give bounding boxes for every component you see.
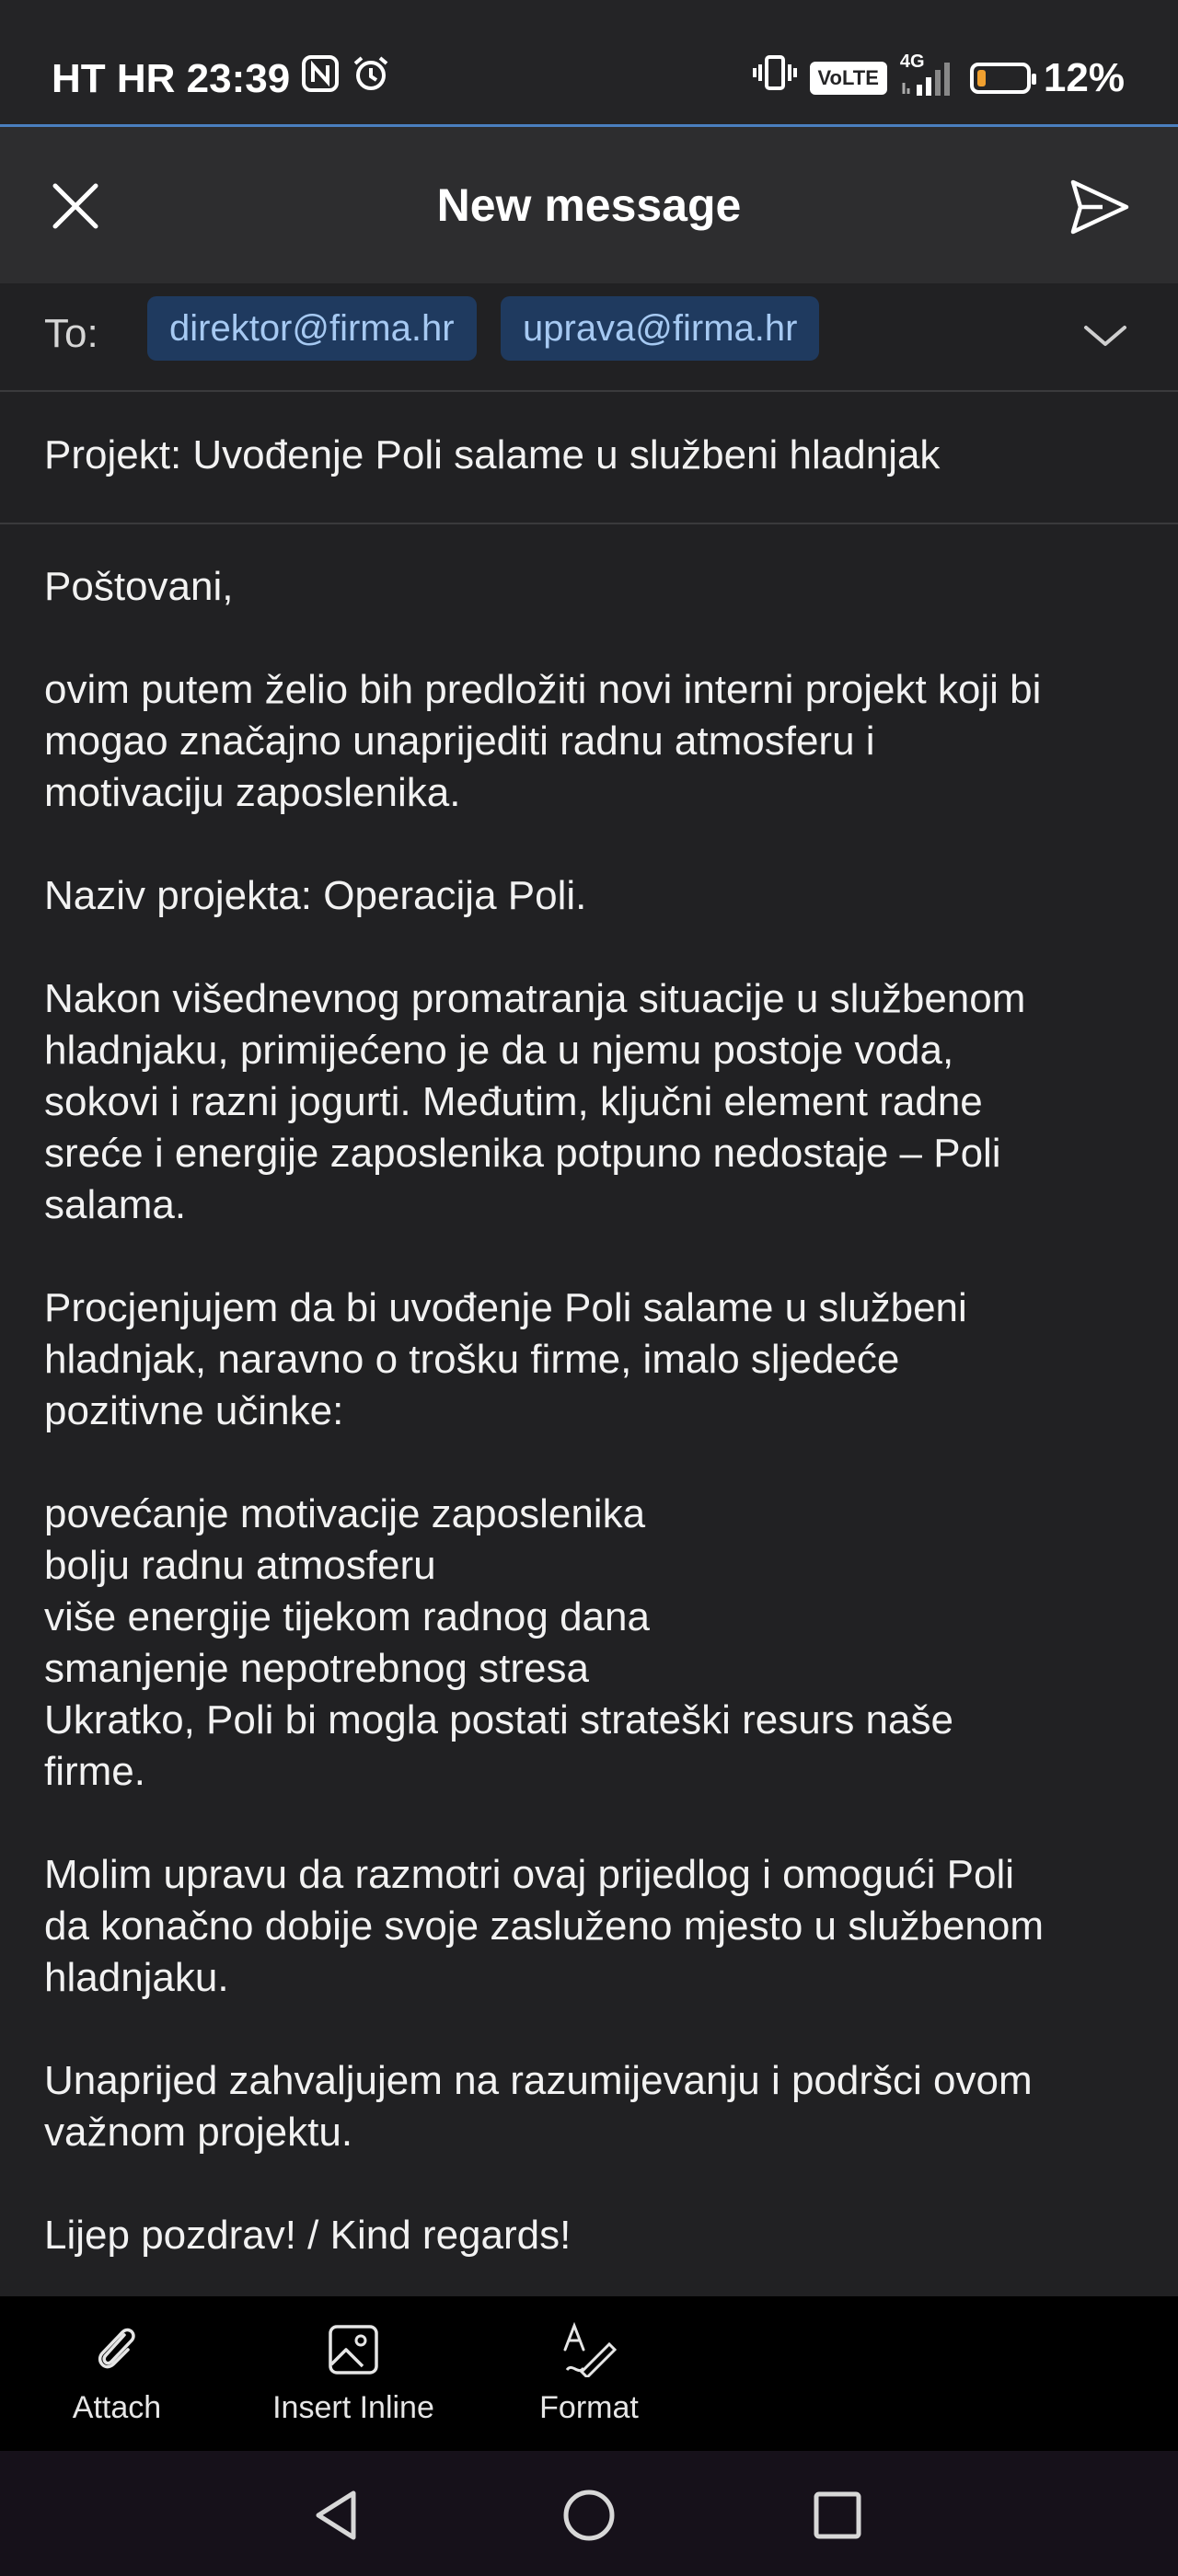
- recents-square-icon: [810, 2488, 865, 2543]
- back-button[interactable]: [309, 2488, 364, 2543]
- send-icon: [1066, 173, 1134, 241]
- nfc-icon: [301, 54, 340, 103]
- format-label: Format: [539, 2390, 639, 2425]
- compose-toolbar: [0, 2296, 1178, 2451]
- volte-badge: VoLTE: [810, 62, 887, 95]
- paperclip-icon: [91, 2322, 143, 2377]
- format-pen-icon: [560, 2322, 618, 2377]
- alarm-icon: [351, 53, 391, 104]
- carrier-time: HT HR 23:39: [52, 55, 291, 101]
- page-title: New message: [436, 179, 742, 231]
- to-label: To:: [44, 311, 98, 356]
- network-type: 4G: [899, 51, 925, 72]
- format-button[interactable]: [488, 2322, 690, 2426]
- compose-header: [0, 127, 1178, 283]
- paragraph-1: ovim putem želio bih predložiti novi interni projekt koji bi mogao značajno unaprijediti radnu atmosferu i motivaciju zaposlenika.: [44, 667, 1042, 815]
- vibrate-icon: [753, 53, 797, 102]
- status-right: [753, 53, 1125, 102]
- attach-label: Attach: [72, 2390, 162, 2425]
- paragraph-5: Unaprijed zahvaljujem na razumijevanju i podršci ovom važnom projektu.: [44, 2058, 1033, 2155]
- paragraph-3: Procjenjujem da bi uvođenje Poli salame u službeni hladnjak, naravno o trošku firme, imalo sljedeće pozitivne učinke:: [44, 1285, 967, 1433]
- subject-text: Projekt: Uvođenje Poli salame u službeni hladnjak: [44, 432, 941, 477]
- closing: Lijep pozdrav! / Kind regards!: [44, 2213, 572, 2258]
- attach-button[interactable]: [16, 2322, 218, 2426]
- paragraph-4: Molim upravu da razmotri ovaj prijedlog i omogući Poli da konačno dobije svoje zasluženo mjesto u službenom hladnjaku.: [44, 1852, 1044, 2000]
- chevron-down-icon: [1080, 311, 1130, 361]
- battery-percent: 12%: [1043, 54, 1125, 100]
- list-item: više energije tijekom radnog dana: [44, 1594, 650, 1639]
- status-bar: [0, 0, 1178, 127]
- insert-inline-button[interactable]: [252, 2322, 455, 2426]
- recents-button[interactable]: [810, 2488, 865, 2543]
- home-circle-icon: [561, 2488, 617, 2543]
- insert-inline-label: Insert Inline: [272, 2390, 434, 2425]
- message-body[interactable]: [44, 561, 1149, 2261]
- home-button[interactable]: [561, 2488, 617, 2543]
- system-nav-bar: [0, 2451, 1178, 2576]
- greeting: Poštovani,: [44, 564, 234, 609]
- subject-field[interactable]: [0, 392, 1178, 524]
- recipient-chip[interactable]: uprava@firma.hr: [501, 296, 819, 361]
- to-field[interactable]: [0, 283, 1178, 392]
- recipient-chip[interactable]: direktor@firma.hr: [147, 296, 477, 361]
- paragraph-2: Nakon višednevnog promatranja situacije u službenom hladnjaku, primijećeno je da u njemu postoje voda, sokovi i razni jogurti. Međutim, ključni element radne sreće i energije zaposlenika potpuno nedostaje – Poli salama.: [44, 976, 1026, 1227]
- image-icon: [326, 2322, 381, 2377]
- effects-list: povećanje motivacije zaposlenika bolju radnu atmosferu više energije tijekom radnog dana smanjenje nepotrebnog stresa Ukratko, Poli bi mogla postati strateški resurs naše firme.: [44, 1491, 953, 1794]
- status-left: [52, 53, 391, 104]
- list-item: bolju radnu atmosferu: [44, 1543, 436, 1588]
- battery-icon: [970, 63, 1031, 94]
- send-button[interactable]: [1066, 173, 1134, 241]
- paragraph-project-name: Naziv projekta: Operacija Poli.: [44, 873, 587, 918]
- expand-recipients-button[interactable]: [1080, 311, 1130, 361]
- signal-icon: [899, 51, 957, 98]
- list-item: smanjenje nepotrebnog stresa: [44, 1646, 589, 1691]
- list-item: povećanje motivacije zaposlenika: [44, 1491, 646, 1536]
- back-triangle-icon: [309, 2488, 364, 2543]
